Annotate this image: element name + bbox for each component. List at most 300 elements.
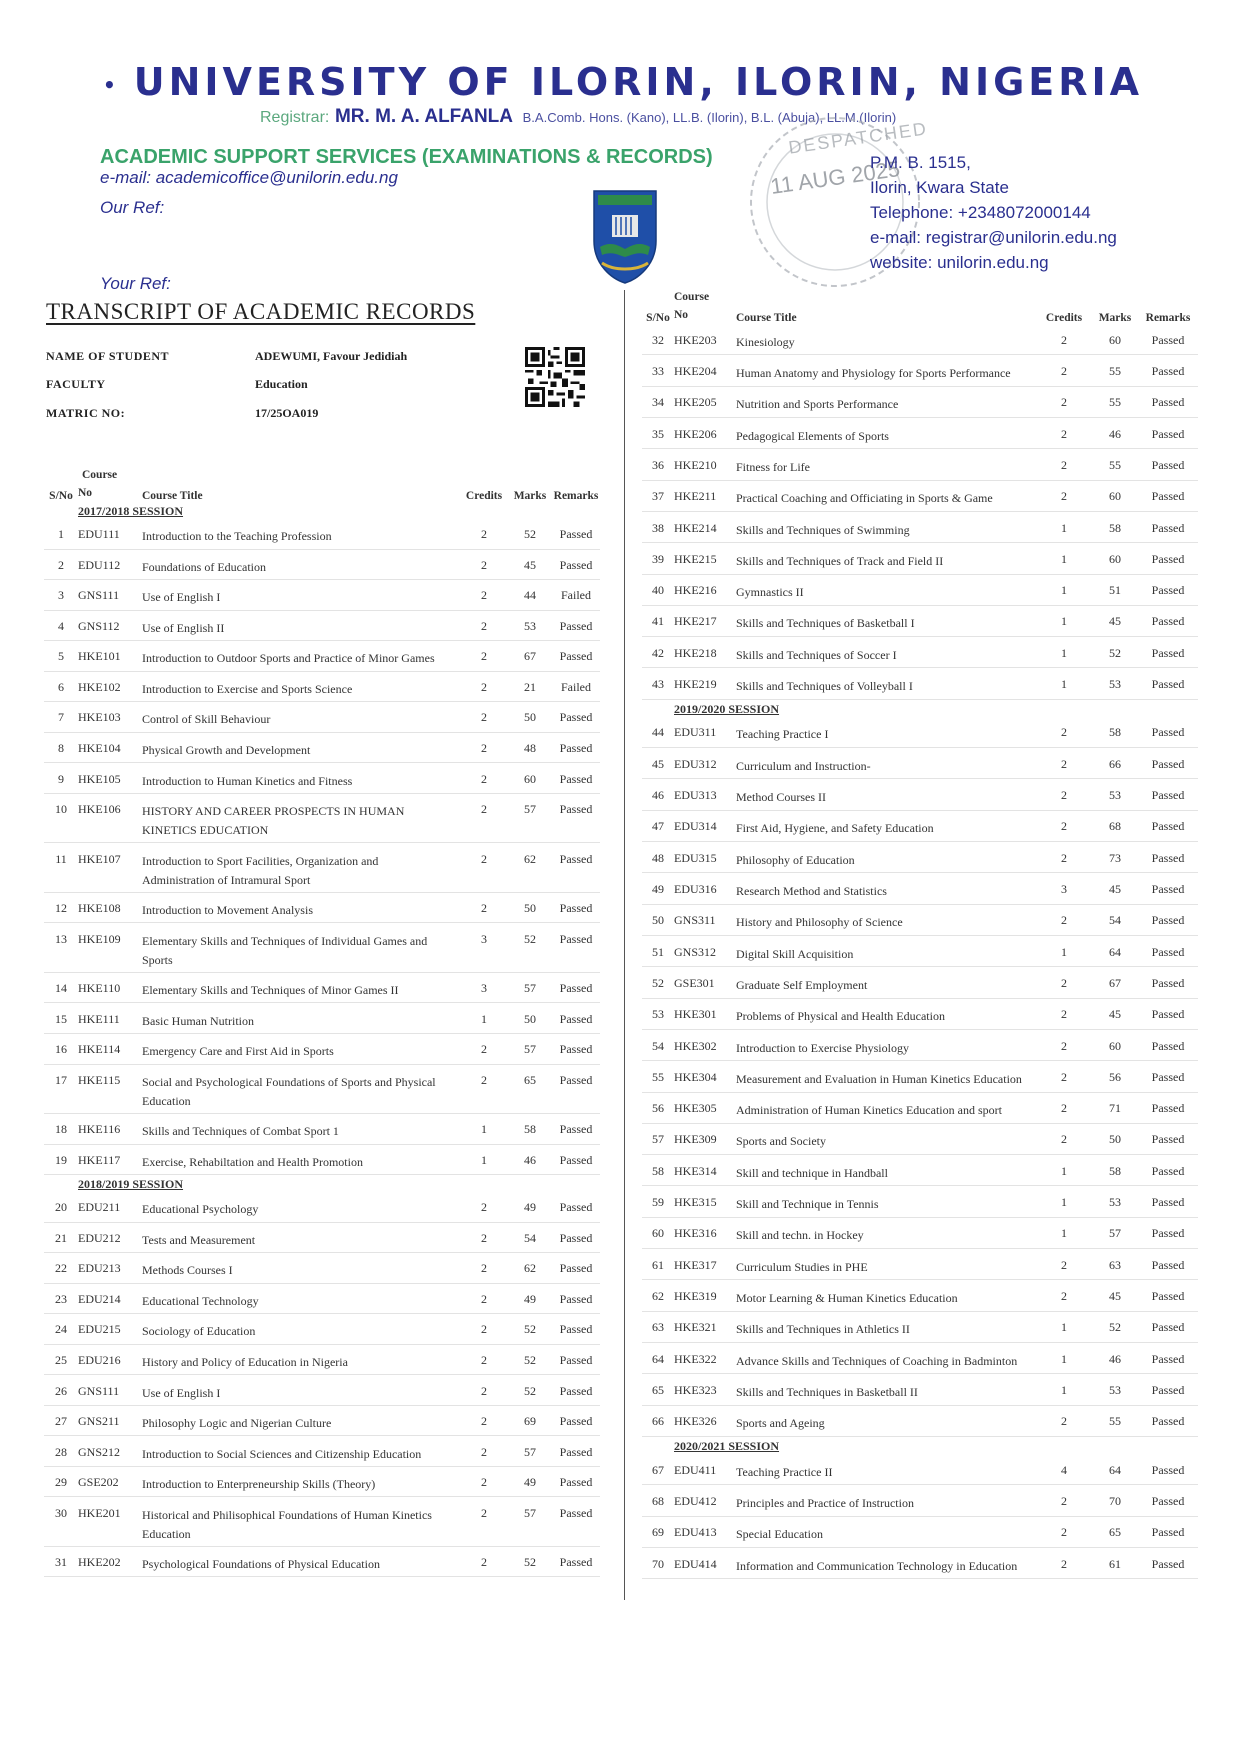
serial-number: 17	[44, 1064, 78, 1114]
course-remark: Passed	[1138, 748, 1198, 779]
course-remark: Passed	[552, 843, 600, 893]
col-credits-right: Credits	[1045, 312, 1083, 324]
course-code: GNS311	[674, 904, 736, 935]
serial-number: 48	[642, 842, 674, 873]
course-row	[44, 549, 600, 580]
course-remark: Passed	[1138, 1029, 1198, 1060]
course-remark: Passed	[1138, 1280, 1198, 1311]
course-marks: 46	[508, 1144, 552, 1175]
serial-number: 50	[642, 904, 674, 935]
transcript-title: TRANSCRIPT OF ACADEMIC RECORDS	[46, 299, 476, 324]
serial-number: 6	[44, 671, 78, 702]
course-row	[44, 1033, 600, 1064]
col-remarks-right: Remarks	[1145, 312, 1191, 324]
course-remark: Passed	[1138, 810, 1198, 841]
course-marks: 48	[508, 732, 552, 763]
course-credits: 2	[1036, 1061, 1092, 1092]
course-title: Skills and Techniques of Soccer I	[736, 637, 1036, 668]
course-remark: Passed	[552, 732, 600, 763]
course-code: HKE217	[674, 605, 736, 636]
course-remark: Passed	[1138, 1311, 1198, 1342]
course-code: HKE115	[78, 1064, 142, 1114]
course-marks: 49	[508, 1192, 552, 1222]
serial-number: 20	[44, 1192, 78, 1222]
course-remark: Passed	[1138, 605, 1198, 636]
serial-number: 11	[44, 843, 78, 893]
course-title: Skills and Techniques of Combat Sport 1	[142, 1114, 460, 1145]
course-marks: 46	[1092, 417, 1138, 448]
col-course-no-right: Course No	[674, 291, 710, 321]
course-title: Elementary Skills and Techniques of Individual Games and Sports	[142, 923, 460, 973]
telephone: Telephone: +2348072000144	[870, 203, 1091, 222]
serial-number: 53	[642, 998, 674, 1029]
course-marks: 66	[1092, 748, 1138, 779]
faculty-label: FACULTY	[46, 377, 106, 391]
course-marks: 69	[508, 1405, 552, 1436]
course-row	[44, 972, 600, 1003]
session-heading	[44, 502, 600, 519]
course-marks: 45	[1092, 873, 1138, 904]
course-marks: 45	[1092, 998, 1138, 1029]
course-credits: 1	[460, 1114, 508, 1145]
course-code: HKE105	[78, 763, 142, 794]
course-remark: Passed	[552, 1003, 600, 1034]
serial-number: 26	[44, 1375, 78, 1406]
course-row	[44, 732, 600, 763]
transcript-table-right	[642, 288, 1198, 1579]
course-title: Skills and Techniques in Basketball II	[736, 1374, 1036, 1405]
course-title: Teaching Practice II	[736, 1454, 1036, 1485]
course-credits: 1	[1036, 511, 1092, 542]
contact-block	[870, 150, 1117, 275]
course-credits: 2	[1036, 904, 1092, 935]
course-remark: Failed	[552, 671, 600, 702]
course-marks: 45	[508, 549, 552, 580]
course-row	[642, 480, 1198, 511]
course-code: HKE110	[78, 972, 142, 1003]
course-row	[44, 1546, 600, 1577]
course-credits: 2	[1036, 998, 1092, 1029]
course-credits: 4	[1036, 1454, 1092, 1485]
course-title: Information and Communication Technology in Education	[736, 1547, 1036, 1578]
course-remark: Passed	[552, 549, 600, 580]
course-remark: Passed	[552, 1192, 600, 1222]
course-row	[642, 543, 1198, 574]
course-row	[44, 671, 600, 702]
course-row	[642, 417, 1198, 448]
course-row	[44, 1314, 600, 1345]
course-title: Nutrition and Sports Performance	[736, 386, 1036, 417]
serial-number: 33	[642, 355, 674, 386]
course-code: HKE202	[78, 1546, 142, 1577]
course-marks: 60	[508, 763, 552, 794]
course-title: Pedagogical Elements of Sports	[736, 417, 1036, 448]
course-row	[44, 1114, 600, 1145]
course-code: EDU215	[78, 1314, 142, 1345]
course-marks: 54	[508, 1222, 552, 1253]
course-marks: 57	[508, 1033, 552, 1064]
course-credits: 2	[460, 1405, 508, 1436]
course-remark: Passed	[1138, 904, 1198, 935]
course-title: Measurement and Evaluation in Human Kinetics Education	[736, 1061, 1036, 1092]
course-code: EDU316	[674, 873, 736, 904]
session-heading	[642, 699, 1198, 717]
course-credits: 1	[460, 1144, 508, 1175]
course-code: HKE116	[78, 1114, 142, 1145]
course-title: Historical and Philisophical Foundations of Human Kinetics Education	[142, 1497, 460, 1547]
course-credits: 1	[1036, 1186, 1092, 1217]
registrar-email: e-mail: registrar@unilorin.edu.ng	[870, 228, 1117, 247]
course-credits: 3	[460, 972, 508, 1003]
course-remark: Passed	[1138, 1217, 1198, 1248]
registrar-name: MR. M. A. ALFANLA	[334, 106, 513, 127]
course-credits: 2	[1036, 1280, 1092, 1311]
course-code: HKE326	[674, 1405, 736, 1436]
course-credits: 2	[1036, 748, 1092, 779]
course-row	[642, 967, 1198, 998]
course-remark: Passed	[552, 1144, 600, 1175]
course-title: Control of Skill Behaviour	[142, 702, 460, 733]
course-code: EDU211	[78, 1192, 142, 1222]
course-code: HKE304	[674, 1061, 736, 1092]
serial-number: 39	[642, 543, 674, 574]
course-remark: Passed	[552, 972, 600, 1003]
course-title: First Aid, Hygiene, and Safety Education	[736, 810, 1036, 841]
serial-number: 62	[642, 1280, 674, 1311]
course-row	[642, 1217, 1198, 1248]
course-remark: Passed	[1138, 935, 1198, 966]
course-code: EDU214	[78, 1283, 142, 1314]
course-row	[44, 1375, 600, 1406]
course-row	[44, 580, 600, 611]
course-marks: 55	[1092, 1405, 1138, 1436]
course-marks: 53	[1092, 1374, 1138, 1405]
course-title: Fitness for Life	[736, 449, 1036, 480]
course-row	[44, 1144, 600, 1175]
course-code: HKE323	[674, 1374, 736, 1405]
course-remark: Failed	[552, 580, 600, 611]
course-row	[44, 1003, 600, 1034]
course-marks: 50	[1092, 1123, 1138, 1154]
course-code: HKE317	[674, 1249, 736, 1280]
course-title: Psychological Foundations of Physical Education	[142, 1546, 460, 1577]
serial-number: 42	[642, 637, 674, 668]
course-marks: 52	[1092, 1311, 1138, 1342]
course-remark: Passed	[552, 1405, 600, 1436]
course-row	[44, 843, 600, 893]
course-remark: Passed	[1138, 543, 1198, 574]
session-label: 2019/2020 SESSION	[674, 701, 780, 716]
serial-number: 60	[642, 1217, 674, 1248]
serial-number: 16	[44, 1033, 78, 1064]
course-row	[44, 923, 600, 973]
course-title: Skills and Techniques of Basketball I	[736, 605, 1036, 636]
course-title: History and Policy of Education in Nigeria	[142, 1344, 460, 1375]
stamp-date: 11 AUG 2025	[768, 156, 902, 199]
course-marks: 65	[1092, 1516, 1138, 1547]
course-title: Skills and Techniques of Volleyball I	[736, 668, 1036, 699]
course-title: Problems of Physical and Health Education	[736, 998, 1036, 1029]
course-row	[642, 1186, 1198, 1217]
your-ref-label: Your Ref:	[100, 274, 171, 293]
course-title: Introduction to Movement Analysis	[142, 892, 460, 923]
course-code: HKE201	[78, 1497, 142, 1547]
serial-number: 49	[642, 873, 674, 904]
course-row	[44, 1497, 600, 1547]
serial-number: 9	[44, 763, 78, 794]
course-code: EDU212	[78, 1222, 142, 1253]
course-credits: 2	[1036, 810, 1092, 841]
course-row	[642, 1454, 1198, 1485]
serial-number: 13	[44, 923, 78, 973]
serial-number: 27	[44, 1405, 78, 1436]
course-code: HKE305	[674, 1092, 736, 1123]
course-title: Elementary Skills and Techniques of Minor Games II	[142, 972, 460, 1003]
course-title: Physical Growth and Development	[142, 732, 460, 763]
serial-number: 24	[44, 1314, 78, 1345]
course-remark: Passed	[1138, 1485, 1198, 1516]
course-credits: 2	[460, 671, 508, 702]
course-credits: 1	[1036, 637, 1092, 668]
course-title: Graduate Self Employment	[736, 967, 1036, 998]
course-credits: 1	[1036, 1374, 1092, 1405]
course-remark: Passed	[552, 1436, 600, 1467]
course-credits: 2	[460, 1344, 508, 1375]
col-remarks: Remarks	[553, 490, 599, 502]
course-credits: 2	[1036, 1485, 1092, 1516]
course-remark: Passed	[552, 923, 600, 973]
course-remark: Passed	[1138, 967, 1198, 998]
course-credits: 2	[460, 519, 508, 549]
course-marks: 73	[1092, 842, 1138, 873]
course-row	[642, 1249, 1198, 1280]
course-title: Digital Skill Acquisition	[736, 935, 1036, 966]
course-code: HKE319	[674, 1280, 736, 1311]
course-credits: 2	[460, 1253, 508, 1284]
course-row	[642, 1405, 1198, 1436]
course-row	[642, 1092, 1198, 1123]
course-code: EDU313	[674, 779, 736, 810]
course-marks: 55	[1092, 386, 1138, 417]
university-crest-icon	[590, 185, 660, 285]
course-marks: 50	[508, 702, 552, 733]
course-credits: 2	[1036, 1547, 1092, 1578]
course-code: HKE322	[674, 1343, 736, 1374]
course-row	[642, 668, 1198, 699]
serial-number: 46	[642, 779, 674, 810]
serial-number: 43	[642, 668, 674, 699]
serial-number: 25	[44, 1344, 78, 1375]
serial-number: 2	[44, 549, 78, 580]
course-remark: Passed	[1138, 1186, 1198, 1217]
col-course-title-right: Course Title	[736, 312, 797, 324]
course-credits: 2	[1036, 1123, 1092, 1154]
course-credits: 2	[1036, 1249, 1092, 1280]
course-credits: 1	[1036, 935, 1092, 966]
course-credits: 2	[460, 1314, 508, 1345]
course-title: Introduction to Sport Facilities, Organization and Administration of Intramural Sport	[142, 843, 460, 893]
course-code: GNS312	[674, 935, 736, 966]
course-remark: Passed	[1138, 417, 1198, 448]
course-marks: 57	[508, 1436, 552, 1467]
course-row	[642, 1061, 1198, 1092]
course-title: Methods Courses I	[142, 1253, 460, 1284]
course-code: HKE102	[78, 671, 142, 702]
course-credits: 2	[1036, 717, 1092, 748]
course-remark: Passed	[552, 1546, 600, 1577]
course-code: HKE106	[78, 793, 142, 843]
our-ref-label: Our Ref:	[100, 198, 165, 217]
course-row	[642, 574, 1198, 605]
course-title: Curriculum Studies in PHE	[736, 1249, 1036, 1280]
serial-number: 63	[642, 1311, 674, 1342]
course-row	[44, 1436, 600, 1467]
course-code: HKE104	[78, 732, 142, 763]
course-remark: Passed	[1138, 1061, 1198, 1092]
course-title: Philosophy Logic and Nigerian Culture	[142, 1405, 460, 1436]
course-marks: 60	[1092, 480, 1138, 511]
course-remark: Passed	[552, 641, 600, 672]
course-title: Tests and Measurement	[142, 1222, 460, 1253]
course-remark: Passed	[1138, 480, 1198, 511]
course-marks: 46	[1092, 1343, 1138, 1374]
qr-code-icon	[525, 347, 585, 407]
course-title: Gymnastics II	[736, 574, 1036, 605]
course-row	[642, 904, 1198, 935]
course-credits: 2	[1036, 449, 1092, 480]
course-marks: 53	[508, 610, 552, 641]
website: website: unilorin.edu.ng	[870, 253, 1049, 272]
course-remark: Passed	[1138, 1454, 1198, 1485]
serial-number: 32	[642, 324, 674, 355]
course-marks: 57	[508, 793, 552, 843]
course-marks: 52	[508, 1375, 552, 1406]
course-code: EDU111	[78, 519, 142, 549]
course-title: Curriculum and Instruction-	[736, 748, 1036, 779]
course-marks: 63	[1092, 1249, 1138, 1280]
serial-number: 52	[642, 967, 674, 998]
city-address: Ilorin, Kwara State	[870, 178, 1009, 197]
course-code: GSE301	[674, 967, 736, 998]
course-remark: Passed	[552, 610, 600, 641]
serial-number: 5	[44, 641, 78, 672]
session-heading	[642, 1436, 1198, 1454]
course-code: EDU314	[674, 810, 736, 841]
session-label: 2020/2021 SESSION	[674, 1438, 780, 1453]
course-row	[44, 763, 600, 794]
serial-number: 28	[44, 1436, 78, 1467]
course-code: HKE218	[674, 637, 736, 668]
course-code: GSE202	[78, 1466, 142, 1497]
course-remark: Passed	[1138, 1405, 1198, 1436]
course-title: Principles and Practice of Instruction	[736, 1485, 1036, 1516]
course-code: HKE215	[674, 543, 736, 574]
course-code: HKE321	[674, 1311, 736, 1342]
serial-number: 1	[44, 519, 78, 549]
course-code: EDU216	[78, 1344, 142, 1375]
course-title: Exercise, Rehabiltation and Health Promotion	[142, 1144, 460, 1175]
course-remark: Passed	[1138, 1249, 1198, 1280]
course-title: Introduction to Social Sciences and Citizenship Education	[142, 1436, 460, 1467]
course-row	[642, 1516, 1198, 1547]
course-marks: 68	[1092, 810, 1138, 841]
course-credits: 1	[1036, 1155, 1092, 1186]
course-row	[44, 1192, 600, 1222]
course-marks: 62	[508, 1253, 552, 1284]
course-marks: 56	[1092, 1061, 1138, 1092]
course-marks: 62	[508, 843, 552, 893]
course-credits: 2	[460, 1466, 508, 1497]
serial-number: 18	[44, 1114, 78, 1145]
course-row	[642, 810, 1198, 841]
course-remark: Passed	[552, 1497, 600, 1547]
course-code: HKE214	[674, 511, 736, 542]
course-marks: 57	[1092, 1217, 1138, 1248]
course-remark: Passed	[1138, 355, 1198, 386]
course-credits: 2	[460, 1436, 508, 1467]
course-row	[642, 873, 1198, 904]
student-name-value: ADEWUMI, Favour Jedidiah	[255, 349, 408, 363]
course-marks: 49	[508, 1466, 552, 1497]
course-title: Philosophy of Education	[736, 842, 1036, 873]
course-remark: Passed	[1138, 386, 1198, 417]
serial-number: 8	[44, 732, 78, 763]
course-marks: 55	[1092, 449, 1138, 480]
course-marks: 52	[508, 1344, 552, 1375]
course-credits: 3	[1036, 873, 1092, 904]
course-credits: 2	[460, 1064, 508, 1114]
office-name: ACADEMIC SUPPORT SERVICES (EXAMINATIONS & RECORDS)	[100, 146, 713, 168]
course-row	[44, 1283, 600, 1314]
course-title: Special Education	[736, 1516, 1036, 1547]
course-row	[44, 793, 600, 843]
course-code: HKE114	[78, 1033, 142, 1064]
course-title: Educational Technology	[142, 1283, 460, 1314]
serial-number: 36	[642, 449, 674, 480]
course-code: EDU311	[674, 717, 736, 748]
course-marks: 21	[508, 671, 552, 702]
course-credits: 1	[1036, 668, 1092, 699]
course-credits: 2	[1036, 417, 1092, 448]
column-divider	[624, 290, 625, 1600]
course-row	[642, 1547, 1198, 1578]
course-title: Introduction to Enterpreneurship Skills (Theory)	[142, 1466, 460, 1497]
serial-number: 14	[44, 972, 78, 1003]
course-title: Introduction to Outdoor Sports and Practice of Minor Games	[142, 641, 460, 672]
serial-number: 38	[642, 511, 674, 542]
serial-number: 54	[642, 1029, 674, 1060]
course-remark: Passed	[1138, 1155, 1198, 1186]
course-remark: Passed	[1138, 873, 1198, 904]
serial-number: 19	[44, 1144, 78, 1175]
course-remark: Passed	[1138, 574, 1198, 605]
course-code: EDU414	[674, 1547, 736, 1578]
course-marks: 49	[508, 1283, 552, 1314]
course-title: Advance Skills and Techniques of Coaching in Badminton	[736, 1343, 1036, 1374]
course-marks: 52	[1092, 637, 1138, 668]
col-course-no: Course No	[78, 469, 118, 499]
serial-number: 47	[642, 810, 674, 841]
course-code: HKE210	[674, 449, 736, 480]
serial-number: 65	[642, 1374, 674, 1405]
course-remark: Passed	[552, 702, 600, 733]
course-remark: Passed	[1138, 1123, 1198, 1154]
course-code: HKE301	[674, 998, 736, 1029]
course-remark: Passed	[552, 763, 600, 794]
course-row	[642, 1155, 1198, 1186]
course-row	[642, 449, 1198, 480]
course-remark: Passed	[552, 1466, 600, 1497]
